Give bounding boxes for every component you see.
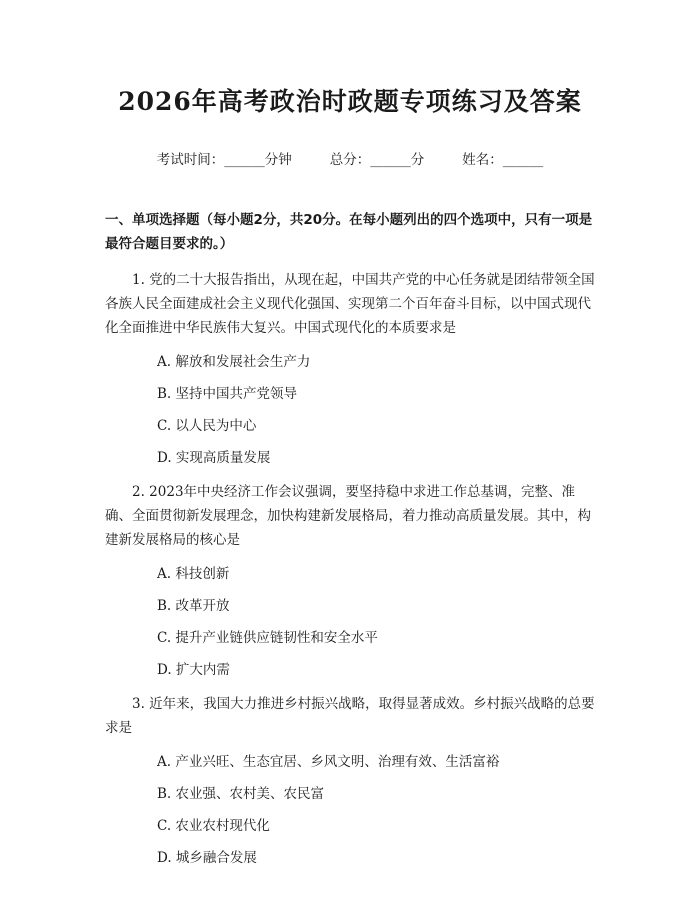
question-stem: 1. 党的二十大报告指出，从现在起，中国共产党的中心任务就是团结带领全国各族人民全面建成社会主义现代化强国、实现第二个百年奋斗目标，以中国式现代化全面推进中华民族伟大复兴。中国式现代化的本质要求是 [105, 272, 595, 336]
option-d: D. 实现高质量发展 [157, 450, 271, 466]
student-name: 姓名：______ [462, 152, 544, 168]
option-c: C. 以人民为中心 [157, 418, 257, 434]
option-a: A. 解放和发展社会生产力 [157, 354, 311, 370]
option-b: B. 坚持中国共产党领导 [157, 386, 298, 402]
question-stem: 2. 2023年中央经济工作会议强调，要坚持稳中求进工作总基调，完整、准确、全面贯彻新发展理念，加快构建新发展格局，着力推动高质量发展。其中，构建新发展格局的核心是 [105, 484, 591, 548]
option-a: A. 产业兴旺、生态宜居、乡风文明、治理有效、生活富裕 [157, 754, 500, 770]
section-heading: 一、单项选择题（每小题2分，共20分。在每小题列出的四个选项中，只有一项是最符合题目要求的。） [105, 212, 593, 252]
question-2 [105, 480, 595, 680]
question-3 [105, 692, 595, 868]
question-1 [105, 268, 595, 468]
exam-score: 总分：______分 [329, 152, 425, 168]
option-d: D. 城乡融合发展 [157, 850, 257, 866]
option-c: C. 农业农村现代化 [157, 818, 270, 834]
option-b: B. 改革开放 [157, 598, 230, 614]
page-title: 2026年高考政治时政题专项练习及答案 [118, 87, 582, 116]
option-a: A. 科技创新 [157, 566, 230, 582]
option-b: B. 农业强、农村美、农民富 [157, 786, 325, 802]
question-stem: 3. 近年来，我国大力推进乡村振兴战略，取得显著成效。乡村振兴战略的总要求是 [105, 696, 595, 736]
option-d: D. 扩大内需 [157, 662, 230, 678]
option-c: C. 提升产业链供应链韧性和安全水平 [157, 630, 378, 646]
exam-time: 考试时间：______分钟 [156, 152, 292, 168]
exam-meta [105, 148, 595, 168]
